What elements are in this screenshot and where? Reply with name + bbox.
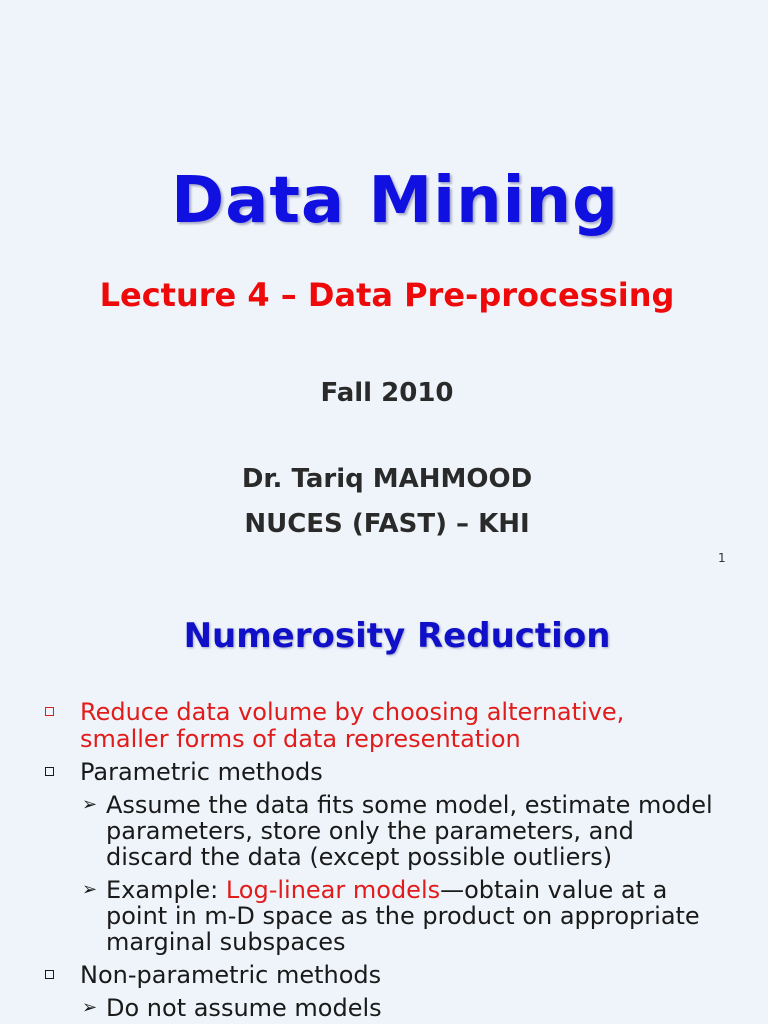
sub-bullet-item — [0, 792, 768, 870]
bullet-item — [0, 759, 768, 786]
arrowhead-bullet-icon: ➢ — [82, 879, 98, 900]
highlighted-term: Log-linear models — [225, 876, 441, 904]
square-bullet-icon — [45, 707, 54, 716]
page-number: 1 — [718, 551, 726, 565]
content-slide-title: Numerosity Reduction — [183, 616, 611, 656]
term-label: Fall 2010 — [320, 378, 454, 408]
sub-bullet-text-rest: —obtain value at a point in m-D space as the product on appropriate marginal subspaces — [106, 876, 700, 956]
sub-bullet-text: Do not assume models — [106, 994, 382, 1022]
arrowhead-bullet-icon: ➢ — [82, 794, 98, 815]
sub-bullet-text: Assume the data fits some model, estimate model parameters, store only the parameters, and discard the data (except possible outliers) — [106, 791, 713, 871]
slide-title: Data Mining — [171, 164, 619, 238]
bullet-text: Reduce data volume by choosing alternative, smaller forms of data representation — [80, 698, 625, 753]
bullet-text: Parametric methods — [80, 758, 323, 786]
lecture-subtitle: Lecture 4 – Data Pre-processing — [99, 276, 675, 314]
sub-bullet-text-prefix: Example: — [106, 876, 226, 904]
arrowhead-bullet-icon: ➢ — [82, 997, 98, 1018]
author-name: Dr. Tariq MAHMOOD — [241, 464, 533, 494]
sub-bullet-item — [0, 877, 768, 955]
square-bullet-icon — [45, 767, 54, 776]
content-slide — [0, 576, 768, 1024]
organization: NUCES (FAST) – KHI — [244, 509, 530, 539]
bullet-item — [0, 699, 768, 753]
bullet-list — [0, 699, 768, 1024]
sub-bullet-item — [0, 995, 768, 1021]
bullet-text: Non-parametric methods — [80, 961, 382, 989]
bullet-item — [0, 962, 768, 989]
square-bullet-icon — [45, 970, 54, 979]
